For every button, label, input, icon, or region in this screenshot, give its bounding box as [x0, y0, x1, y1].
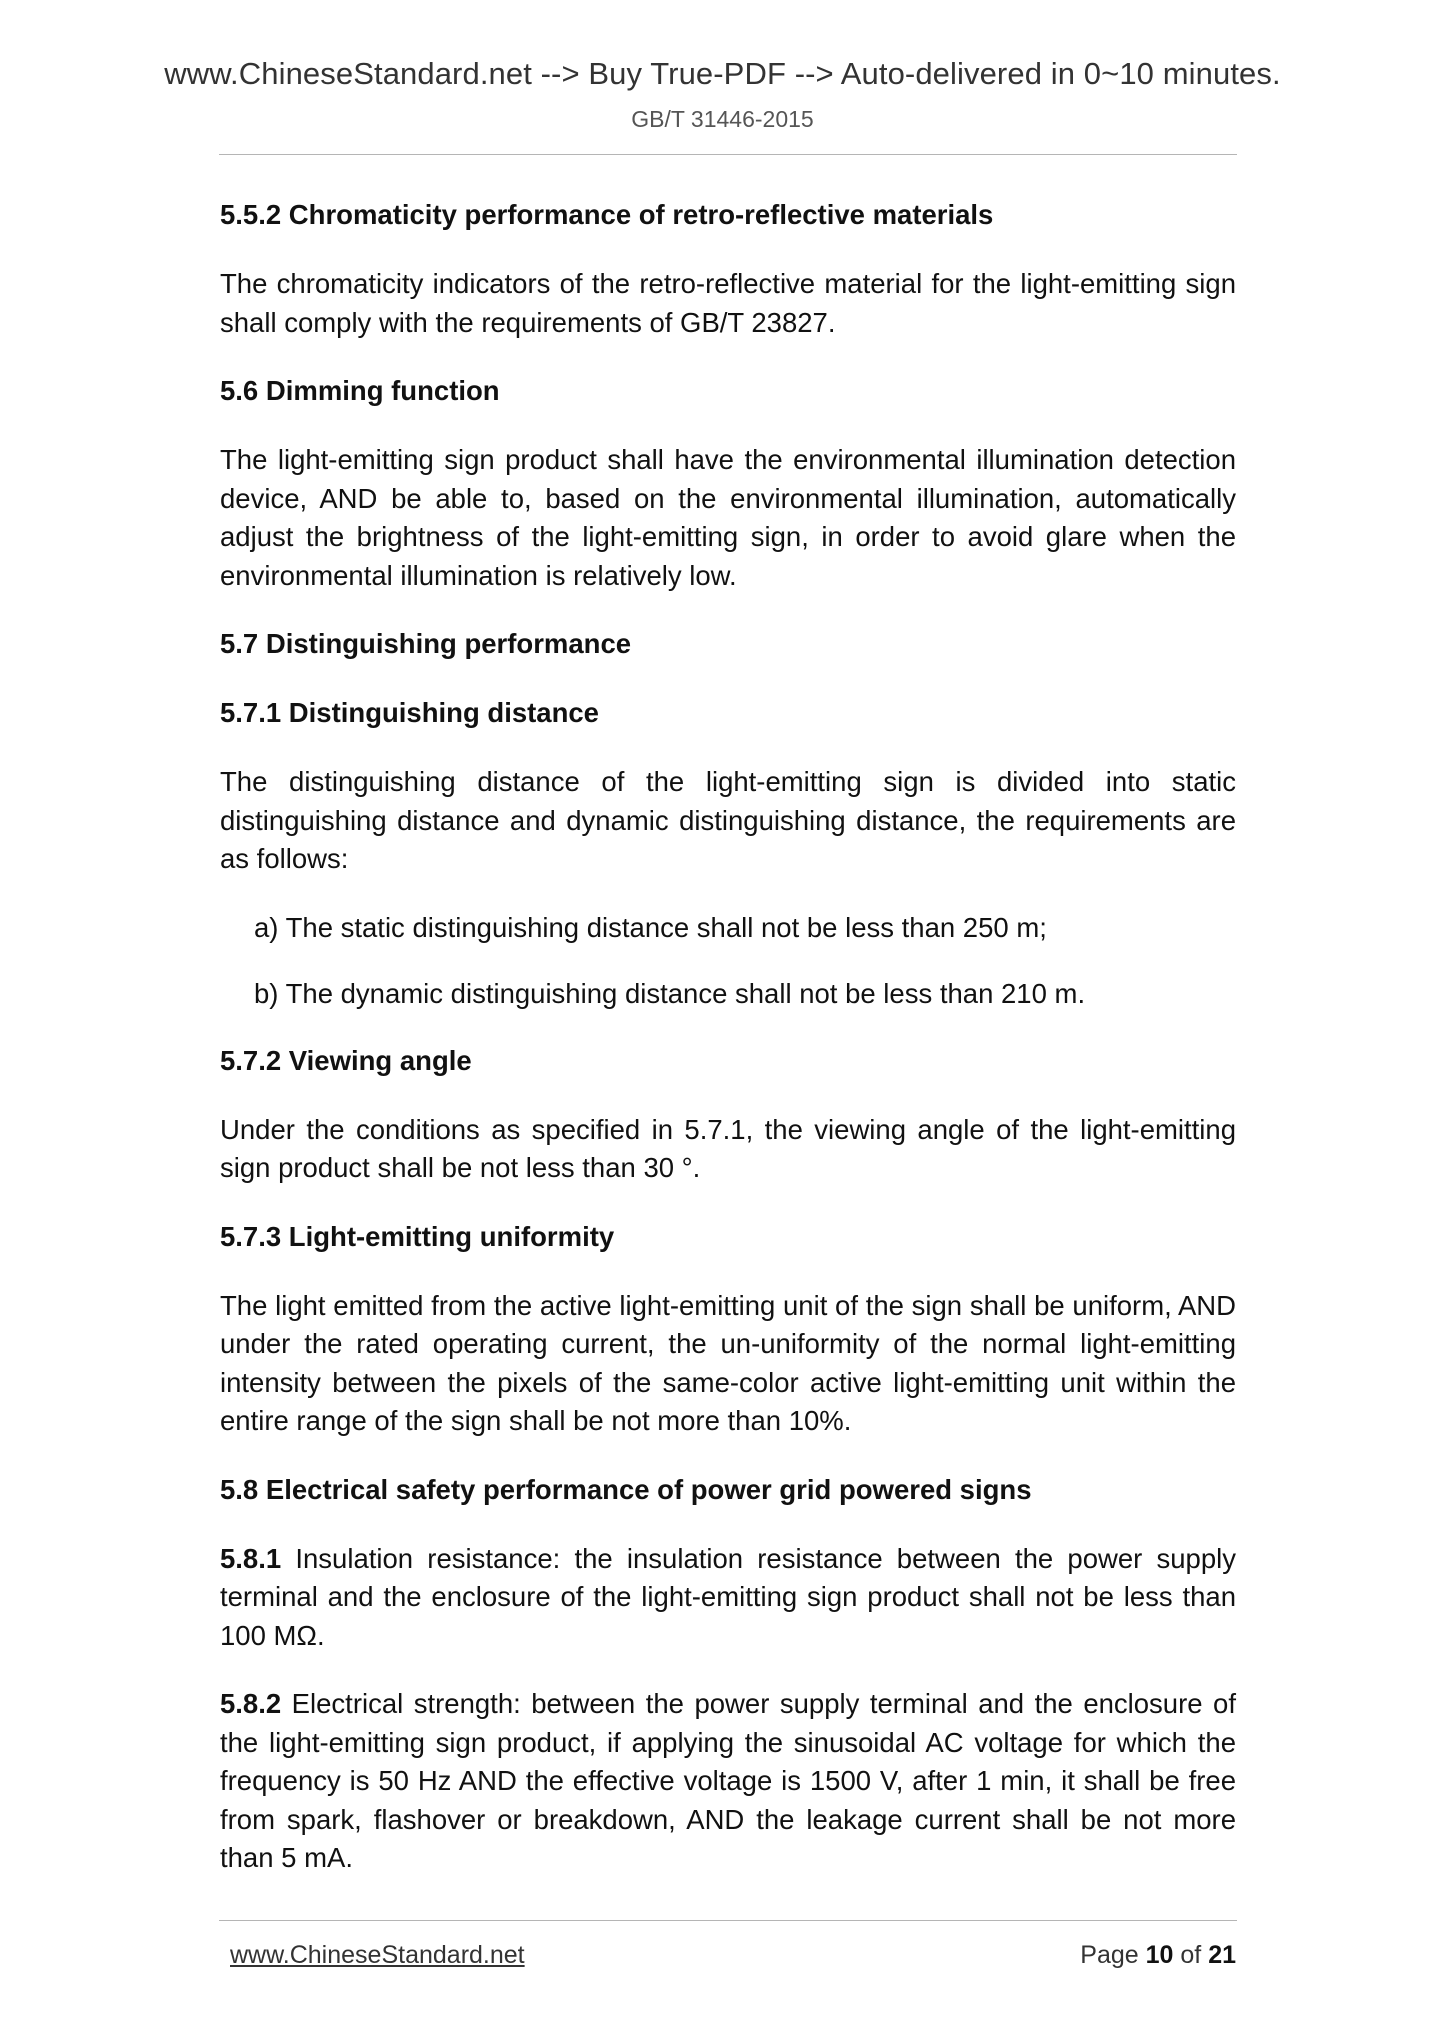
paragraph-5-7-2: Under the conditions as specified in 5.7.1, the viewing angle of the light-emitting sign product shall be not less than 30 °.	[220, 1113, 1236, 1183]
clause-text-5-8-1: Insulation resistance: the insulation resistance between the power supply terminal and the enclosure of the light-emitting sign product shall not be less than 100 MΩ.	[220, 1542, 1236, 1651]
heading-5-7: 5.7 Distinguishing performance	[220, 628, 632, 659]
heading-5-6: 5.6 Dimming function	[220, 375, 500, 406]
clause-label-5-8-2: 5.8.2	[220, 1688, 282, 1719]
header-banner: www.ChineseStandard.net --> Buy True-PDF --> Auto-delivered in 0~10 minutes.	[164, 56, 1281, 91]
page-number	[1080, 1941, 1236, 1970]
page-body	[220, 196, 1236, 1908]
footer-website-link[interactable]: www.ChineseStandard.net	[230, 1941, 525, 1969]
paragraph-5-8-1	[220, 1540, 1236, 1656]
list-item-b: b) The dynamic distinguishing distance shall not be less than 210 m.	[254, 978, 1086, 1009]
paragraph-5-6: The light-emitting sign product shall have the environmental illumination detection device, AND be able to, based on the environmental illumination, automatically adjust the brightness of the light-emitting sign, in order to avoid glare when the environmental illumination is relatively low.	[220, 444, 1236, 591]
page-prefix: Page	[1080, 1941, 1146, 1969]
page-current: 10	[1145, 1941, 1174, 1969]
heading-5-7-3: 5.7.3 Light-emitting uniformity	[220, 1220, 615, 1252]
heading-5-5-2: 5.5.2 Chromaticity performance of retro-reflective materials	[220, 199, 994, 230]
document-id: GB/T 31446-2015	[631, 106, 814, 132]
heading-5-7-1: 5.7.1 Distinguishing distance	[220, 697, 599, 728]
heading-5-8: 5.8 Electrical safety performance of power grid powered signs	[220, 1473, 1032, 1505]
paragraph-5-7-3: The light emitted from the active light-emitting unit of the sign shall be uniform, AND under the rated operating current, the un-uniformity of the normal light-emitting intensity between the pixels of the same-color active light-emitting unit within the entire range of the sign shall be not more than 10%.	[220, 1289, 1236, 1436]
page-total: 21	[1208, 1941, 1236, 1969]
header-divider	[219, 154, 1237, 155]
clause-text-5-8-2: Electrical strength: between the power supply terminal and the enclosure of the light-emitting sign product, if applying the sinusoidal AC voltage for which the frequency is 50 Hz AND the effective voltage is 1500 V, after 1 min, it shall be free from spark, flashover or breakdown, AND the leakage current shall be not more than 5 mA.	[220, 1688, 1236, 1873]
footer-divider	[219, 1920, 1237, 1921]
clause-label-5-8-1: 5.8.1	[220, 1542, 282, 1574]
paragraph-5-7-1: The distinguishing distance of the light-emitting sign is divided into static distinguishing distance and dynamic distinguishing distance, the requirements are as follows:	[220, 766, 1236, 874]
heading-5-7-2: 5.7.2 Viewing angle	[220, 1044, 472, 1076]
paragraph-5-8-2	[220, 1685, 1236, 1878]
list-item-a: a) The static distinguishing distance shall not be less than 250 m;	[254, 911, 1047, 943]
page-mid: of	[1173, 1941, 1209, 1969]
paragraph-5-5-2: The chromaticity indicators of the retro-reflective material for the light-emitting sign shall comply with the requirements of GB/T 23827.	[220, 268, 1236, 338]
